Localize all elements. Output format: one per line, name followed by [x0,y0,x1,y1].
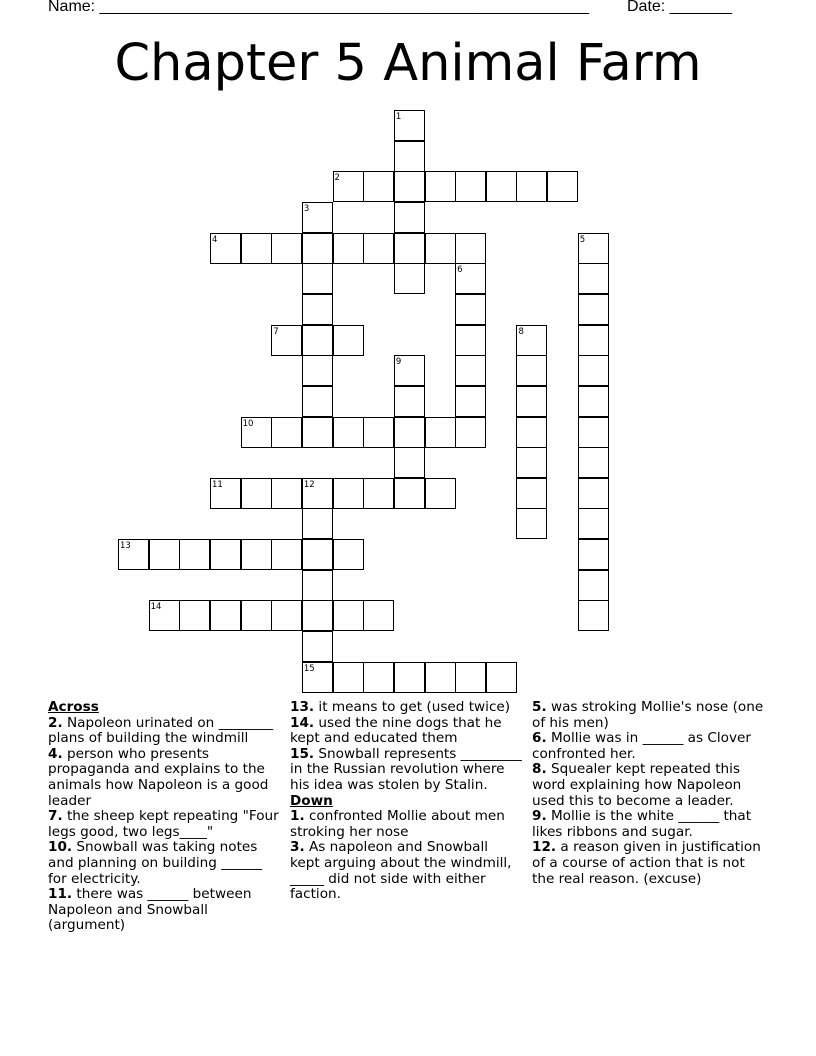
clue-number: 8 [518,326,524,337]
clue-item-text: used the nine dogs that he kept and educated them [290,714,502,747]
crossword-cell[interactable] [578,386,609,417]
clue-item [532,762,764,809]
crossword-cell[interactable] [578,294,609,325]
clue-number: 14 [150,602,162,613]
crossword-cell[interactable] [516,417,547,448]
crossword-cell[interactable] [149,600,180,631]
crossword-cell[interactable] [578,233,609,264]
clue-item-number: 11. [48,886,73,903]
crossword-cell[interactable] [394,417,425,448]
crossword-cell[interactable] [394,233,425,264]
crossword-cell[interactable] [210,600,241,631]
clue-item-text: confronted Mollie about men stroking her nose [290,808,505,840]
crossword-cell[interactable] [455,386,486,417]
crossword-cell[interactable] [210,539,241,570]
crossword-cell[interactable] [516,447,547,478]
crossword-cell[interactable] [578,417,609,448]
crossword-cell[interactable] [271,478,302,509]
clue-item-text: As napoleon and Snowball kept arguing about the windmill, _____ did not side with either faction. [290,839,512,903]
crossword-cell[interactable] [578,263,609,294]
clue-item [48,747,280,809]
clue-number: 9 [395,357,402,368]
crossword-cell[interactable] [516,171,547,202]
clue-number: 1 [395,112,402,122]
clue-item-text: person who presents propaganda and explains to the animals how Napoleon is a good leader [48,745,269,809]
crossword-cell[interactable] [516,355,547,386]
crossword-cell[interactable] [302,417,333,448]
crossword-cell[interactable] [578,600,609,631]
clue-item-number: 12. [532,839,557,856]
clue-item-number: 8. [532,761,547,778]
clue-item-number: 6. [532,730,547,747]
clue-item-text: there was ______ between Napoleon and Snowball (argument) [48,886,252,934]
crossword-cell[interactable] [516,508,547,539]
crossword-cell[interactable] [578,570,609,601]
crossword-cell[interactable] [578,539,609,570]
crossword-cell[interactable] [333,539,364,570]
clue-item-text: it means to get (used twice) [318,699,511,715]
crossword-cell[interactable] [302,539,333,570]
page-title: Chapter 5 Animal Farm [114,34,702,93]
clue-item [48,716,280,747]
clue-item [48,887,280,934]
crossword-cell[interactable] [302,662,333,693]
clue-item-text: Mollie is the white ______ that likes ribbons and sugar. [532,808,752,840]
clue-item [532,809,764,840]
crossword-cell[interactable] [547,171,578,202]
clue-item [290,809,522,840]
date-line: _______ [669,0,732,15]
clue-number: 15 [303,663,315,674]
crossword-cell[interactable] [333,417,364,448]
clue-item-number: 15. [290,745,315,762]
crossword-cell[interactable] [271,600,302,631]
crossword-cell[interactable] [394,386,425,417]
clue-item-text: Mollie was in ______ as Clover confronted her. [532,730,751,762]
clue-number: 6 [457,265,463,276]
crossword-cell[interactable] [578,447,609,478]
crossword-cell[interactable] [425,171,456,202]
crossword-cell[interactable] [302,508,333,539]
clue-item [290,716,522,747]
crossword-cell[interactable] [455,294,486,325]
date-label: Date: [627,0,666,15]
crossword-cell[interactable] [363,171,394,202]
crossword-cell[interactable] [271,233,302,264]
crossword-cell[interactable] [516,325,547,356]
crossword-cell[interactable] [302,294,333,325]
crossword-cell[interactable] [241,233,272,264]
clue-number: 5 [579,234,586,245]
crossword-cell[interactable] [302,355,333,386]
crossword-cell[interactable] [394,447,425,478]
crossword-cell[interactable] [271,325,302,356]
clue-number: 3 [303,203,310,214]
clue-item-number: 3. [290,839,305,856]
clue-item [532,731,764,762]
clue-item-number: 2. [48,714,63,731]
clue-item [532,700,764,731]
clue-item [290,840,522,902]
crossword-cell[interactable] [210,478,241,509]
clue-item-number: 7. [48,808,63,825]
crossword-cell[interactable] [333,325,364,356]
crossword-cell[interactable] [394,263,425,294]
crossword-cell[interactable] [118,539,149,570]
clue-item-text: was stroking Mollie's nose (one of his men) [532,699,764,731]
crossword-cell[interactable] [425,417,456,448]
down-heading: Down [290,792,333,809]
crossword-cell[interactable] [455,233,486,264]
clue-item [48,809,280,840]
crossword-cell[interactable] [302,233,333,264]
clue-number: 7 [273,326,279,337]
clue-item-number: 1. [290,808,305,825]
clue-item-number: 13. [290,699,315,715]
clue-item-number: 4. [48,745,63,762]
clue-item-number: 14. [290,714,315,731]
crossword-cell[interactable] [333,233,364,264]
crossword-cell[interactable] [333,171,364,202]
crossword-cell[interactable] [149,539,180,570]
crossword-cell[interactable] [302,263,333,294]
crossword-cell[interactable] [394,355,425,386]
clue-item [48,840,280,887]
crossword-cell[interactable] [363,417,394,448]
crossword-cell[interactable] [333,662,364,693]
crossword-cell[interactable] [455,325,486,356]
crossword-cell[interactable] [394,478,425,509]
crossword-cell[interactable] [241,600,272,631]
crossword-cell[interactable] [333,478,364,509]
crossword-cell[interactable] [578,325,609,356]
crossword-cell[interactable] [241,417,272,448]
crossword-cell[interactable] [455,171,486,202]
clue-number: 2 [334,173,340,184]
clue-column-1 [48,700,280,934]
across-heading: Across [48,699,99,715]
crossword-cell[interactable] [516,478,547,509]
clue-item [532,840,764,887]
clue-item-text: Squealer kept repeated this word explaining how Napoleon used this to become a leader. [532,761,742,809]
clue-number: 12 [303,479,315,490]
crossword-cell[interactable] [394,141,425,172]
crossword-cell[interactable] [486,662,517,693]
clue-item-number: 10. [48,839,73,856]
clue-item [290,747,522,794]
crossword-cell[interactable] [425,233,456,264]
crossword-cell[interactable] [578,478,609,509]
crossword-cell[interactable] [241,539,272,570]
crossword-cell[interactable] [425,478,456,509]
crossword-cell[interactable] [302,386,333,417]
crossword-cell[interactable] [210,233,241,264]
clue-column-2 [290,700,522,903]
crossword-cell[interactable] [333,600,364,631]
clue-item-text: Snowball was taking notes and planning on building ______ for electricity. [48,839,263,887]
clue-number: 13 [120,541,131,552]
crossword-cell[interactable] [302,325,333,356]
crossword-cell[interactable] [578,355,609,386]
clue-item-number: 9. [532,808,547,825]
clue-item-text: Napoleon urinated on ________ plans of building the windmill [48,714,273,747]
crossword-cell[interactable] [302,631,333,662]
crossword-cell[interactable] [455,662,486,693]
crossword-cell[interactable] [302,202,333,233]
crossword-cell[interactable] [363,478,394,509]
clue-item-number: 5. [532,699,547,715]
crossword-cell[interactable] [271,417,302,448]
crossword-cell[interactable] [302,478,333,509]
crossword-cell[interactable] [486,171,517,202]
crossword-cell[interactable] [271,539,302,570]
name-line: _______________________________________________________ [99,0,589,15]
crossword-cell[interactable] [425,662,456,693]
clue-number: 11 [211,479,223,490]
crossword-cell[interactable] [363,233,394,264]
crossword-cell[interactable] [455,417,486,448]
crossword-cell[interactable] [394,110,425,141]
crossword-cell[interactable] [302,570,333,601]
crossword-cell[interactable] [179,539,210,570]
clue-number: 4 [211,234,218,245]
crossword-cell[interactable] [455,263,486,294]
clue-number: 10 [242,418,254,429]
crossword-cell[interactable] [302,600,333,631]
crossword-cell[interactable] [363,600,394,631]
crossword-cell[interactable] [363,662,394,693]
clue-item [290,700,522,716]
crossword-cell[interactable] [516,386,547,417]
clue-item-text: the sheep kept repeating "Four legs good, two legs____" [48,808,279,840]
clue-column-3 [532,700,764,887]
name-label: Name: [48,0,96,15]
crossword-cell[interactable] [578,508,609,539]
crossword-cell[interactable] [394,202,425,233]
clue-item-text: Snowball represents _________ in the Russian revolution where his idea was stolen by Stalin. [290,745,522,793]
crossword-cell[interactable] [179,600,210,631]
crossword-cell[interactable] [394,171,425,202]
clue-item-text: a reason given in justification of a course of action that is not the real reason. (excuse) [532,839,761,887]
crossword-cell[interactable] [241,478,272,509]
crossword-cell[interactable] [394,662,425,693]
crossword-cell[interactable] [455,355,486,386]
